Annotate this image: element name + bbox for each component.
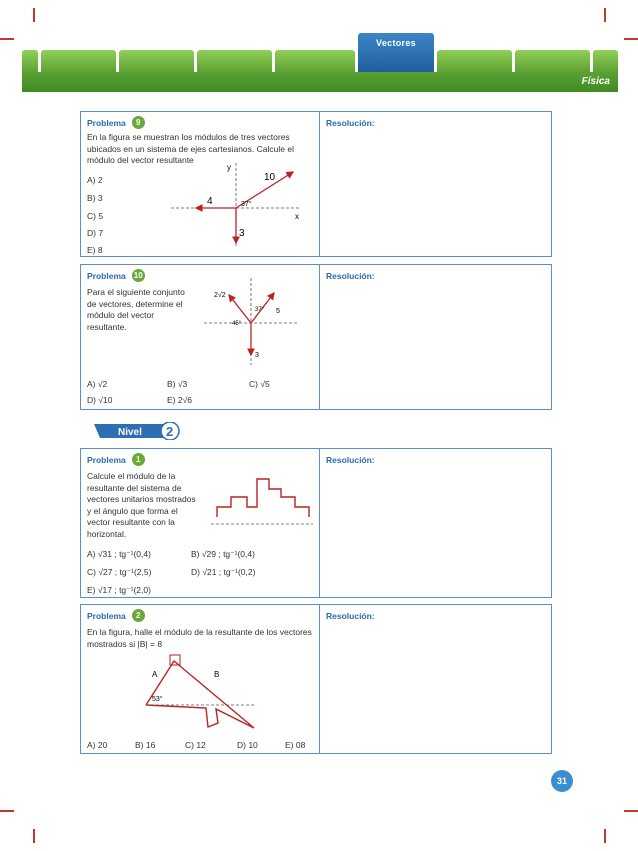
- crop-mark: [624, 810, 638, 812]
- problem-number: 10: [132, 269, 145, 282]
- resolution-label: Resolución:: [326, 271, 375, 281]
- page-number: 31: [551, 770, 573, 792]
- option-d[interactable]: D) √10: [87, 395, 113, 405]
- problem-number: 1: [132, 453, 145, 466]
- vector-label: B: [214, 670, 220, 679]
- chapter-tab[interactable]: [275, 50, 355, 72]
- problem-box-10: [80, 264, 552, 410]
- axis-x-label: x: [295, 212, 299, 221]
- option-d[interactable]: D) 10: [237, 740, 258, 750]
- problem-title: [87, 269, 145, 282]
- problem-label: Problema: [87, 117, 126, 128]
- vector-figure-2: [136, 653, 261, 738]
- option-b[interactable]: B) 16: [135, 740, 156, 750]
- option-a[interactable]: A) 20: [87, 740, 108, 750]
- problem-label: Problema: [87, 270, 126, 281]
- crop-mark: [0, 38, 14, 40]
- option-d[interactable]: D) √21 ; tg⁻¹(0,2): [191, 567, 256, 577]
- tab-vectores[interactable]: Vectores: [358, 33, 434, 72]
- option-c[interactable]: C) 5: [87, 211, 104, 221]
- option-d[interactable]: D) 7: [87, 228, 104, 238]
- problem-box-9: [80, 111, 552, 257]
- vector-label: A: [152, 670, 158, 679]
- chapter-tabs: [22, 38, 618, 72]
- problem-text: En la figura se muestran los módulos de tres vectores ubicados en un sistema de ejes cartesianos. Calcule el módulo del vector resultante: [87, 132, 294, 165]
- vector-figure-9: [171, 158, 311, 253]
- resolution-label: Resolución:: [326, 611, 375, 621]
- axis-y-label: y: [227, 163, 231, 172]
- level-number: 2: [166, 424, 174, 439]
- option-e[interactable]: E) 2√6: [167, 395, 192, 405]
- subject-label: Física: [581, 76, 610, 87]
- problem-text: Para el siguiente conjunto de vectores, determine el módulo del vector resultante.: [87, 287, 185, 332]
- vector-figure-10: [196, 273, 306, 371]
- problem-box-1: [80, 448, 552, 598]
- problem-number: 2: [132, 609, 145, 622]
- vector-label: 10: [264, 172, 276, 183]
- problem-label: Problema: [87, 610, 126, 621]
- chapter-tab[interactable]: [593, 50, 618, 72]
- option-a[interactable]: A) 2: [87, 175, 103, 185]
- resolution-label: Resolución:: [326, 118, 375, 128]
- vector-label: 3: [239, 228, 245, 239]
- crop-mark: [33, 8, 35, 22]
- resolution-label: Resolución:: [326, 455, 375, 465]
- vector-label: 4: [207, 196, 213, 207]
- problem-text: En la figura, halle el módulo de la resultante de los vectores mostrados si |B| = 8: [87, 627, 312, 649]
- option-c[interactable]: C) 12: [185, 740, 206, 750]
- problem-label: Problema: [87, 454, 126, 465]
- angle-label: 37°: [241, 201, 252, 208]
- divider: [319, 265, 320, 409]
- option-a[interactable]: A) √2: [87, 379, 108, 389]
- angle-label: 37°: [255, 307, 265, 313]
- divider: [319, 605, 320, 753]
- level-badge: [92, 422, 182, 440]
- option-c[interactable]: C) √5: [249, 379, 270, 389]
- crop-mark: [604, 829, 606, 843]
- option-e[interactable]: E) 8: [87, 245, 103, 255]
- option-e[interactable]: E) 08: [285, 740, 306, 750]
- divider: [319, 449, 320, 597]
- problem-title: [87, 609, 145, 622]
- chapter-tab[interactable]: [437, 50, 512, 72]
- option-b[interactable]: B) 3: [87, 193, 103, 203]
- divider: [319, 112, 320, 256]
- problem-title: [87, 453, 145, 466]
- vector-label: 3: [255, 352, 259, 359]
- chapter-tab[interactable]: [119, 50, 194, 72]
- crop-mark: [604, 8, 606, 22]
- angle-label: 53°: [152, 696, 163, 703]
- crop-mark: [33, 829, 35, 843]
- crop-mark: [624, 38, 638, 40]
- option-e[interactable]: E) √17 ; tg⁻¹(2,0): [87, 585, 151, 595]
- problem-text: Calcule el módulo de la resultante del sistema de vectores unitarios mostrados y el ángulo que forma el vector resultante con la horizontal.: [87, 471, 196, 539]
- level-label: Nivel: [118, 427, 142, 438]
- problem-title: [87, 116, 145, 129]
- problem-box-2: [80, 604, 552, 754]
- unit-vectors-figure: [209, 467, 315, 527]
- vector-label: 2√2: [214, 292, 226, 299]
- subject-strip: [22, 72, 618, 92]
- crop-mark: [0, 810, 14, 812]
- chapter-tab[interactable]: [22, 50, 38, 72]
- option-c[interactable]: C) √27 ; tg⁻¹(2,5): [87, 567, 152, 577]
- angle-label: 45°: [232, 321, 242, 327]
- option-b[interactable]: B) √3: [167, 379, 188, 389]
- chapter-tab[interactable]: [515, 50, 590, 72]
- option-a[interactable]: A) √31 ; tg⁻¹(0,4): [87, 549, 151, 559]
- option-b[interactable]: B) √29 ; tg⁻¹(0,4): [191, 549, 255, 559]
- problem-number: 9: [132, 116, 145, 129]
- chapter-tab[interactable]: [197, 50, 272, 72]
- chapter-tab[interactable]: [41, 50, 116, 72]
- vector-label: 5: [276, 308, 280, 315]
